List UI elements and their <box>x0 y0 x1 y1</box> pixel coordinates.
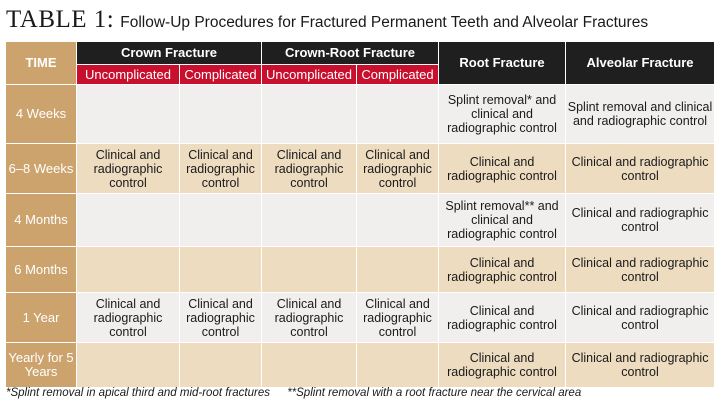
follow-up-table <box>5 41 715 388</box>
table-row <box>6 293 715 343</box>
table-cell <box>77 194 180 247</box>
table-cell <box>180 194 262 247</box>
table-cell <box>357 343 439 388</box>
header-crown-fracture: Crown Fracture <box>77 42 262 65</box>
table-cell <box>357 247 439 293</box>
table-cell <box>77 85 180 144</box>
table-cell: Clinical and radiographic control <box>77 293 180 343</box>
table-cell <box>357 194 439 247</box>
row-label: 4 Weeks <box>6 85 77 144</box>
table-number: TABLE 1: <box>6 6 115 33</box>
table-cell: Clinical and radiographic control <box>439 247 566 293</box>
table-row <box>6 85 715 144</box>
table-cell: Clinical and radiographic control <box>439 144 566 194</box>
table-cell: Clinical and radiographic control <box>439 343 566 388</box>
table-cell <box>180 247 262 293</box>
table-cell: Clinical and radiographic control <box>180 293 262 343</box>
table-cell: Clinical and radiographic control <box>77 144 180 194</box>
table-cell: Clinical and radiographic control <box>357 144 439 194</box>
table-cell: Clinical and radiographic control <box>566 293 715 343</box>
table-cell <box>357 85 439 144</box>
table-title <box>6 6 648 36</box>
subheader-crown-complicated: Complicated <box>180 65 262 85</box>
table-cell: Clinical and radiographic control <box>180 144 262 194</box>
table-row <box>6 343 715 388</box>
table-cell <box>77 247 180 293</box>
table-cell: Splint removal** and clinical and radiographic control <box>439 194 566 247</box>
table-cell: Clinical and radiographic control <box>566 144 715 194</box>
footnote-double-asterisk: **Splint removal with a root fracture near the cervical area <box>287 387 582 399</box>
header-crown-root-fracture: Crown-Root Fracture <box>262 42 439 65</box>
table-cell: Splint removal* and clinical and radiographic control <box>439 85 566 144</box>
table-cell: Clinical and radiographic control <box>566 247 715 293</box>
subheader-crown-root-complicated: Complicated <box>357 65 439 85</box>
row-label: 6 Months <box>6 247 77 293</box>
table-cell: Clinical and radiographic control <box>566 194 715 247</box>
table-cell: Clinical and radiographic control <box>357 293 439 343</box>
table-cell <box>262 85 357 144</box>
subheader-crown-root-uncomplicated: Uncomplicated <box>262 65 357 85</box>
row-label: 4 Months <box>6 194 77 247</box>
table-cell <box>262 343 357 388</box>
table-cell: Clinical and radiographic control <box>262 293 357 343</box>
row-label: 6–8 Weeks <box>6 144 77 194</box>
table-row <box>6 144 715 194</box>
row-label: Yearly for 5 Years <box>6 343 77 388</box>
table-cell <box>262 247 357 293</box>
table-cell <box>180 85 262 144</box>
table-cell <box>262 194 357 247</box>
table-row <box>6 247 715 293</box>
header-time: TIME <box>6 42 77 85</box>
table-caption: Follow-Up Procedures for Fractured Permanent Teeth and Alveolar Fractures <box>120 14 649 31</box>
row-label: 1 Year <box>6 293 77 343</box>
table-footnotes <box>6 387 716 399</box>
header-root-fracture: Root Fracture <box>439 42 566 85</box>
subheader-crown-uncomplicated: Uncomplicated <box>77 65 180 85</box>
header-alveolar-fracture: Alveolar Fracture <box>566 42 715 85</box>
table-cell: Clinical and radiographic control <box>262 144 357 194</box>
table-cell: Clinical and radiographic control <box>439 293 566 343</box>
table-cell <box>180 343 262 388</box>
table-cell: Splint removal and clinical and radiographic control <box>566 85 715 144</box>
table-cell <box>77 343 180 388</box>
table-cell: Clinical and radiographic control <box>566 343 715 388</box>
footnote-single-asterisk: *Splint removal in apical third and mid-root fractures <box>6 387 270 399</box>
table-row <box>6 194 715 247</box>
